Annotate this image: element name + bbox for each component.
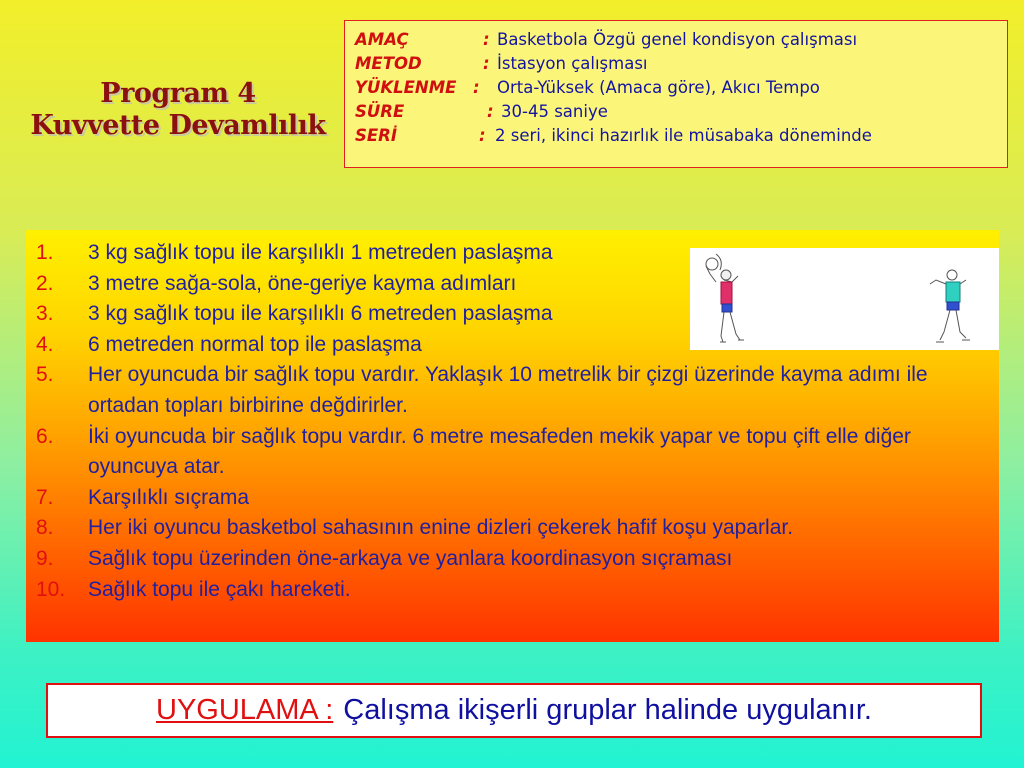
item-text: Her iki oyuncu basketbol sahasının enine dizleri çekerek hafif koşu yaparlar. xyxy=(88,516,794,540)
slide-title xyxy=(18,78,338,142)
players-passing-illustration xyxy=(690,248,999,350)
info-colon: : xyxy=(483,29,490,49)
list-item xyxy=(36,575,996,606)
two-players-passing-ball-icon xyxy=(690,248,999,350)
item-number: 5. xyxy=(36,363,54,387)
item-text: Sağlık topu ile çakı hareketi. xyxy=(88,577,351,601)
info-colon: : xyxy=(487,101,494,121)
info-row-metod xyxy=(355,51,1007,75)
item-number: 6. xyxy=(36,424,54,448)
info-key: SERİ : xyxy=(355,125,486,145)
info-key: AMAÇ : xyxy=(355,29,490,49)
item-number: 4. xyxy=(36,332,54,356)
info-row-sure xyxy=(355,99,1007,123)
item-text: Sağlık topu üzerinden öne-arkaya ve yanlara koordinasyon sıçraması xyxy=(88,546,733,570)
info-key: METOD : xyxy=(355,53,490,73)
item-number: 8. xyxy=(36,516,54,540)
item-number: 1. xyxy=(36,241,54,264)
application-label: UYGULAMA : xyxy=(156,694,334,726)
info-value: Basketbola Özgü genel kondisyon çalışması xyxy=(497,29,858,49)
info-colon: : xyxy=(483,53,490,73)
title-line-1: Program 4 xyxy=(100,78,256,109)
application-note xyxy=(46,683,982,738)
list-item xyxy=(36,483,996,514)
info-colon: : xyxy=(473,77,480,97)
list-item xyxy=(36,544,996,575)
application-text: Çalışma ikişerli gruplar halinde uygulanır. xyxy=(343,694,872,726)
item-text: Karşılıklı sıçrama xyxy=(88,485,250,509)
item-number: 9. xyxy=(36,546,54,570)
item-text: 3 kg sağlık topu ile karşılıklı 1 metreden paslaşma xyxy=(88,241,553,264)
item-number: 3. xyxy=(36,302,54,326)
info-row-yuklenme xyxy=(355,75,1007,99)
info-colon: : xyxy=(479,125,486,145)
info-key: YÜKLENME : xyxy=(355,77,480,97)
list-item xyxy=(36,360,996,421)
info-key: SÜRE : xyxy=(355,101,494,121)
item-text: 6 metreden normal top ile paslaşma xyxy=(88,332,422,356)
info-value: İstasyon çalışması xyxy=(497,53,648,73)
item-text: İki oyuncuda bir sağlık topu vardır. 6 metre mesafeden mekik yapar ve topu çift elle diğer oyuncuya atar. xyxy=(88,424,911,479)
info-value: Orta-Yüksek (Amaca göre), Akıcı Tempo xyxy=(497,77,820,97)
info-row-amac xyxy=(355,27,1007,51)
program-info-box xyxy=(344,20,1008,168)
title-line-2: Kuvvette Devamlılık xyxy=(30,110,326,141)
item-number: 10. xyxy=(36,577,66,601)
info-row-seri xyxy=(355,123,1007,147)
list-item xyxy=(36,513,996,544)
item-number: 7. xyxy=(36,485,54,509)
info-value: 2 seri, ikinci hazırlık ile müsabaka döneminde xyxy=(495,125,872,145)
item-text: Her oyuncuda bir sağlık topu vardır. Yaklaşık 10 metrelik bir çizgi üzerinde kayma adımı ile ortadan topları birbirine değdirirler. xyxy=(88,363,928,417)
info-value: 30-45 saniye xyxy=(501,101,608,121)
list-item xyxy=(36,422,996,483)
item-number: 2. xyxy=(36,271,54,295)
item-text: 3 metre sağa-sola, öne-geriye kayma adımları xyxy=(88,271,517,295)
item-text: 3 kg sağlık topu ile karşılıklı 6 metreden paslaşma xyxy=(88,302,553,326)
